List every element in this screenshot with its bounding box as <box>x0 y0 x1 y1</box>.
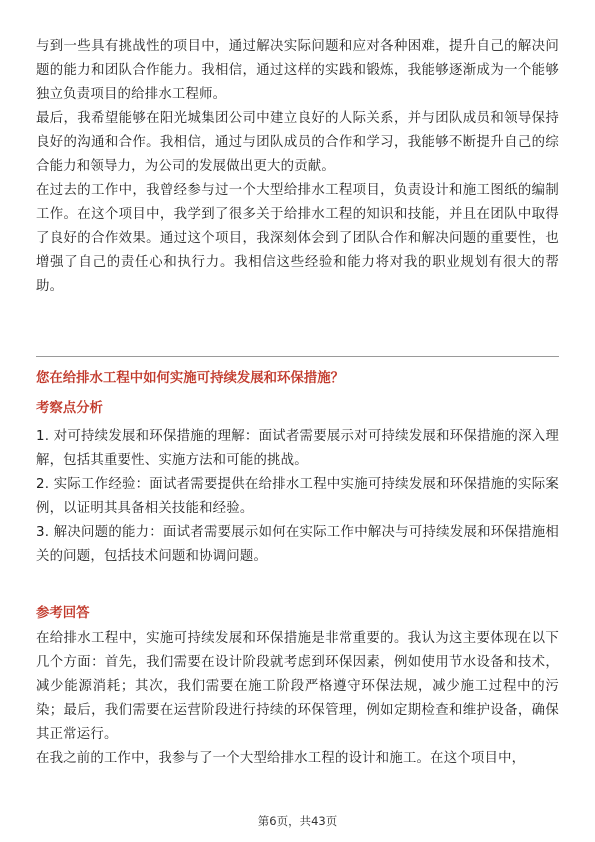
answer-text-block <box>36 627 559 771</box>
top-text-block <box>36 35 559 299</box>
analysis-item: 2. 实际工作经验：面试者需要提供在给排水工程中实施可持续发展和环保措施的实际案例，以证明其具备相关技能和经验。 <box>36 477 559 516</box>
analysis-item: 1. 对可持续发展和环保措施的理解：面试者需要展示对可持续发展和环保措施的深入理解，包括其重要性、实施方法和可能的挑战。 <box>36 429 559 468</box>
analysis-list <box>36 425 559 569</box>
body-paragraph: 在过去的工作中，我曾经参与过一个大型给排水工程项目，负责设计和施工图纸的编制工作。在这个项目中，我学到了很多关于给排水工程的知识和技能，并且在团队中取得了良好的合作效果。通过这个项目，我深刻体会到了团队合作和解决问题的重要性，也增强了自己的责任心和执行力。我相信这些经验和能力将对我的职业规划有很大的帮助。 <box>36 183 559 294</box>
answer-heading: 参考回答 <box>36 606 90 621</box>
body-paragraph: 与到一些具有挑战性的项目中，通过解决实际问题和应对各种困难，提升自己的解决问题的能力和团队合作能力。我相信，通过这样的实践和锻炼，我能够逐渐成为一个能够独立负责项目的给排水工程师。 <box>36 39 559 102</box>
analysis-heading: 考察点分析 <box>36 401 103 416</box>
body-paragraph: 最后，我希望能够在阳光城集团公司中建立良好的人际关系，并与团队成员和领导保持良好的沟通和合作。我相信，通过与团队成员的合作和学习，我能够不断提升自己的综合能力和领导力，为公司的发展做出更大的贡献。 <box>36 111 559 174</box>
answer-paragraph: 在给排水工程中，实施可持续发展和环保措施是非常重要的。我认为这主要体现在以下几个方面：首先，我们需要在设计阶段就考虑到环保因素，例如使用节水设备和技术，减少能源消耗；其次，我们需要在施工阶段严格遵守环保法规，减少施工过程中的污染；最后，我们需要在运营阶段进行持续的环保管理，例如定期检查和维护设备，确保其正常运行。 <box>36 631 559 742</box>
section-divider <box>36 356 559 357</box>
page-number: 第6页，共43页 <box>257 814 338 828</box>
analysis-item: 3. 解决问题的能力：面试者需要展示如何在实际工作中解决与可持续发展和环保措施相关的问题，包括技术问题和协调问题。 <box>36 525 559 564</box>
interview-question: 您在给排水工程中如何实施可持续发展和环保措施？ <box>36 371 344 386</box>
answer-paragraph: 在我之前的工作中，我参与了一个大型给排水工程的设计和施工。在这个项目中， <box>36 751 526 766</box>
